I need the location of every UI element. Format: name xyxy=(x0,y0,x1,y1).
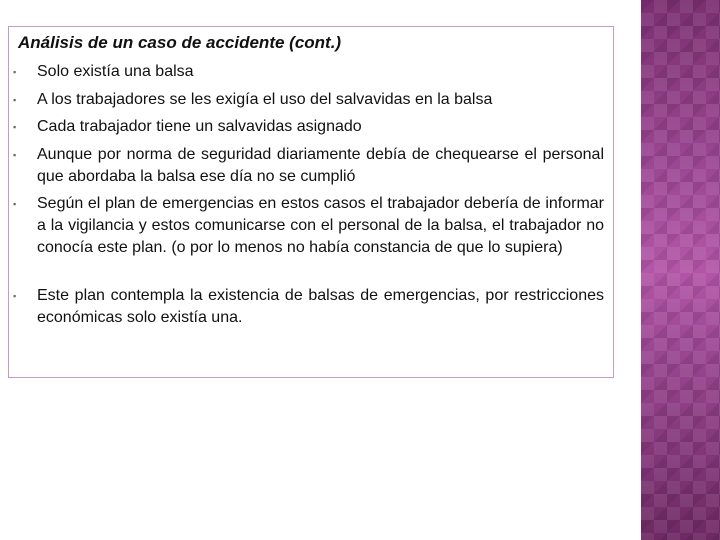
bullet-icon: ▪ xyxy=(13,67,17,77)
bullet-icon: ▪ xyxy=(13,150,17,160)
bullet-icon: ▪ xyxy=(13,199,17,209)
bullet-text: Aunque por norma de seguridad diariamente debía de chequearse el personal que abordaba la balsa ese día no se cumplió xyxy=(37,146,604,185)
content-box xyxy=(8,26,614,378)
bullet-text: Solo existía una balsa xyxy=(37,63,194,80)
slide-title: Análisis de un caso de accidente (cont.) xyxy=(18,33,342,52)
bullet-text: Según el plan de emergencias en estos casos el trabajador debería de informar a la vigilancia y estos comunicarse con el personal de la balsa, el trabajador no conocía este plan. (o por lo menos no había constancia de que lo supiera) xyxy=(37,195,604,256)
bullet-text: Cada trabajador tiene un salvavidas asignado xyxy=(37,118,362,135)
bullet-text: A los trabajadores se les exigía el uso del salvavidas en la balsa xyxy=(37,91,493,108)
bullet-icon: ▪ xyxy=(13,95,17,105)
decorative-sidebar xyxy=(641,0,720,540)
bullet-icon: ▪ xyxy=(13,291,17,301)
bullet-text: Este plan contempla la existencia de balsas de emergencias, por restricciones económicas solo existía una. xyxy=(37,287,604,326)
bullet-icon: ▪ xyxy=(13,122,17,132)
